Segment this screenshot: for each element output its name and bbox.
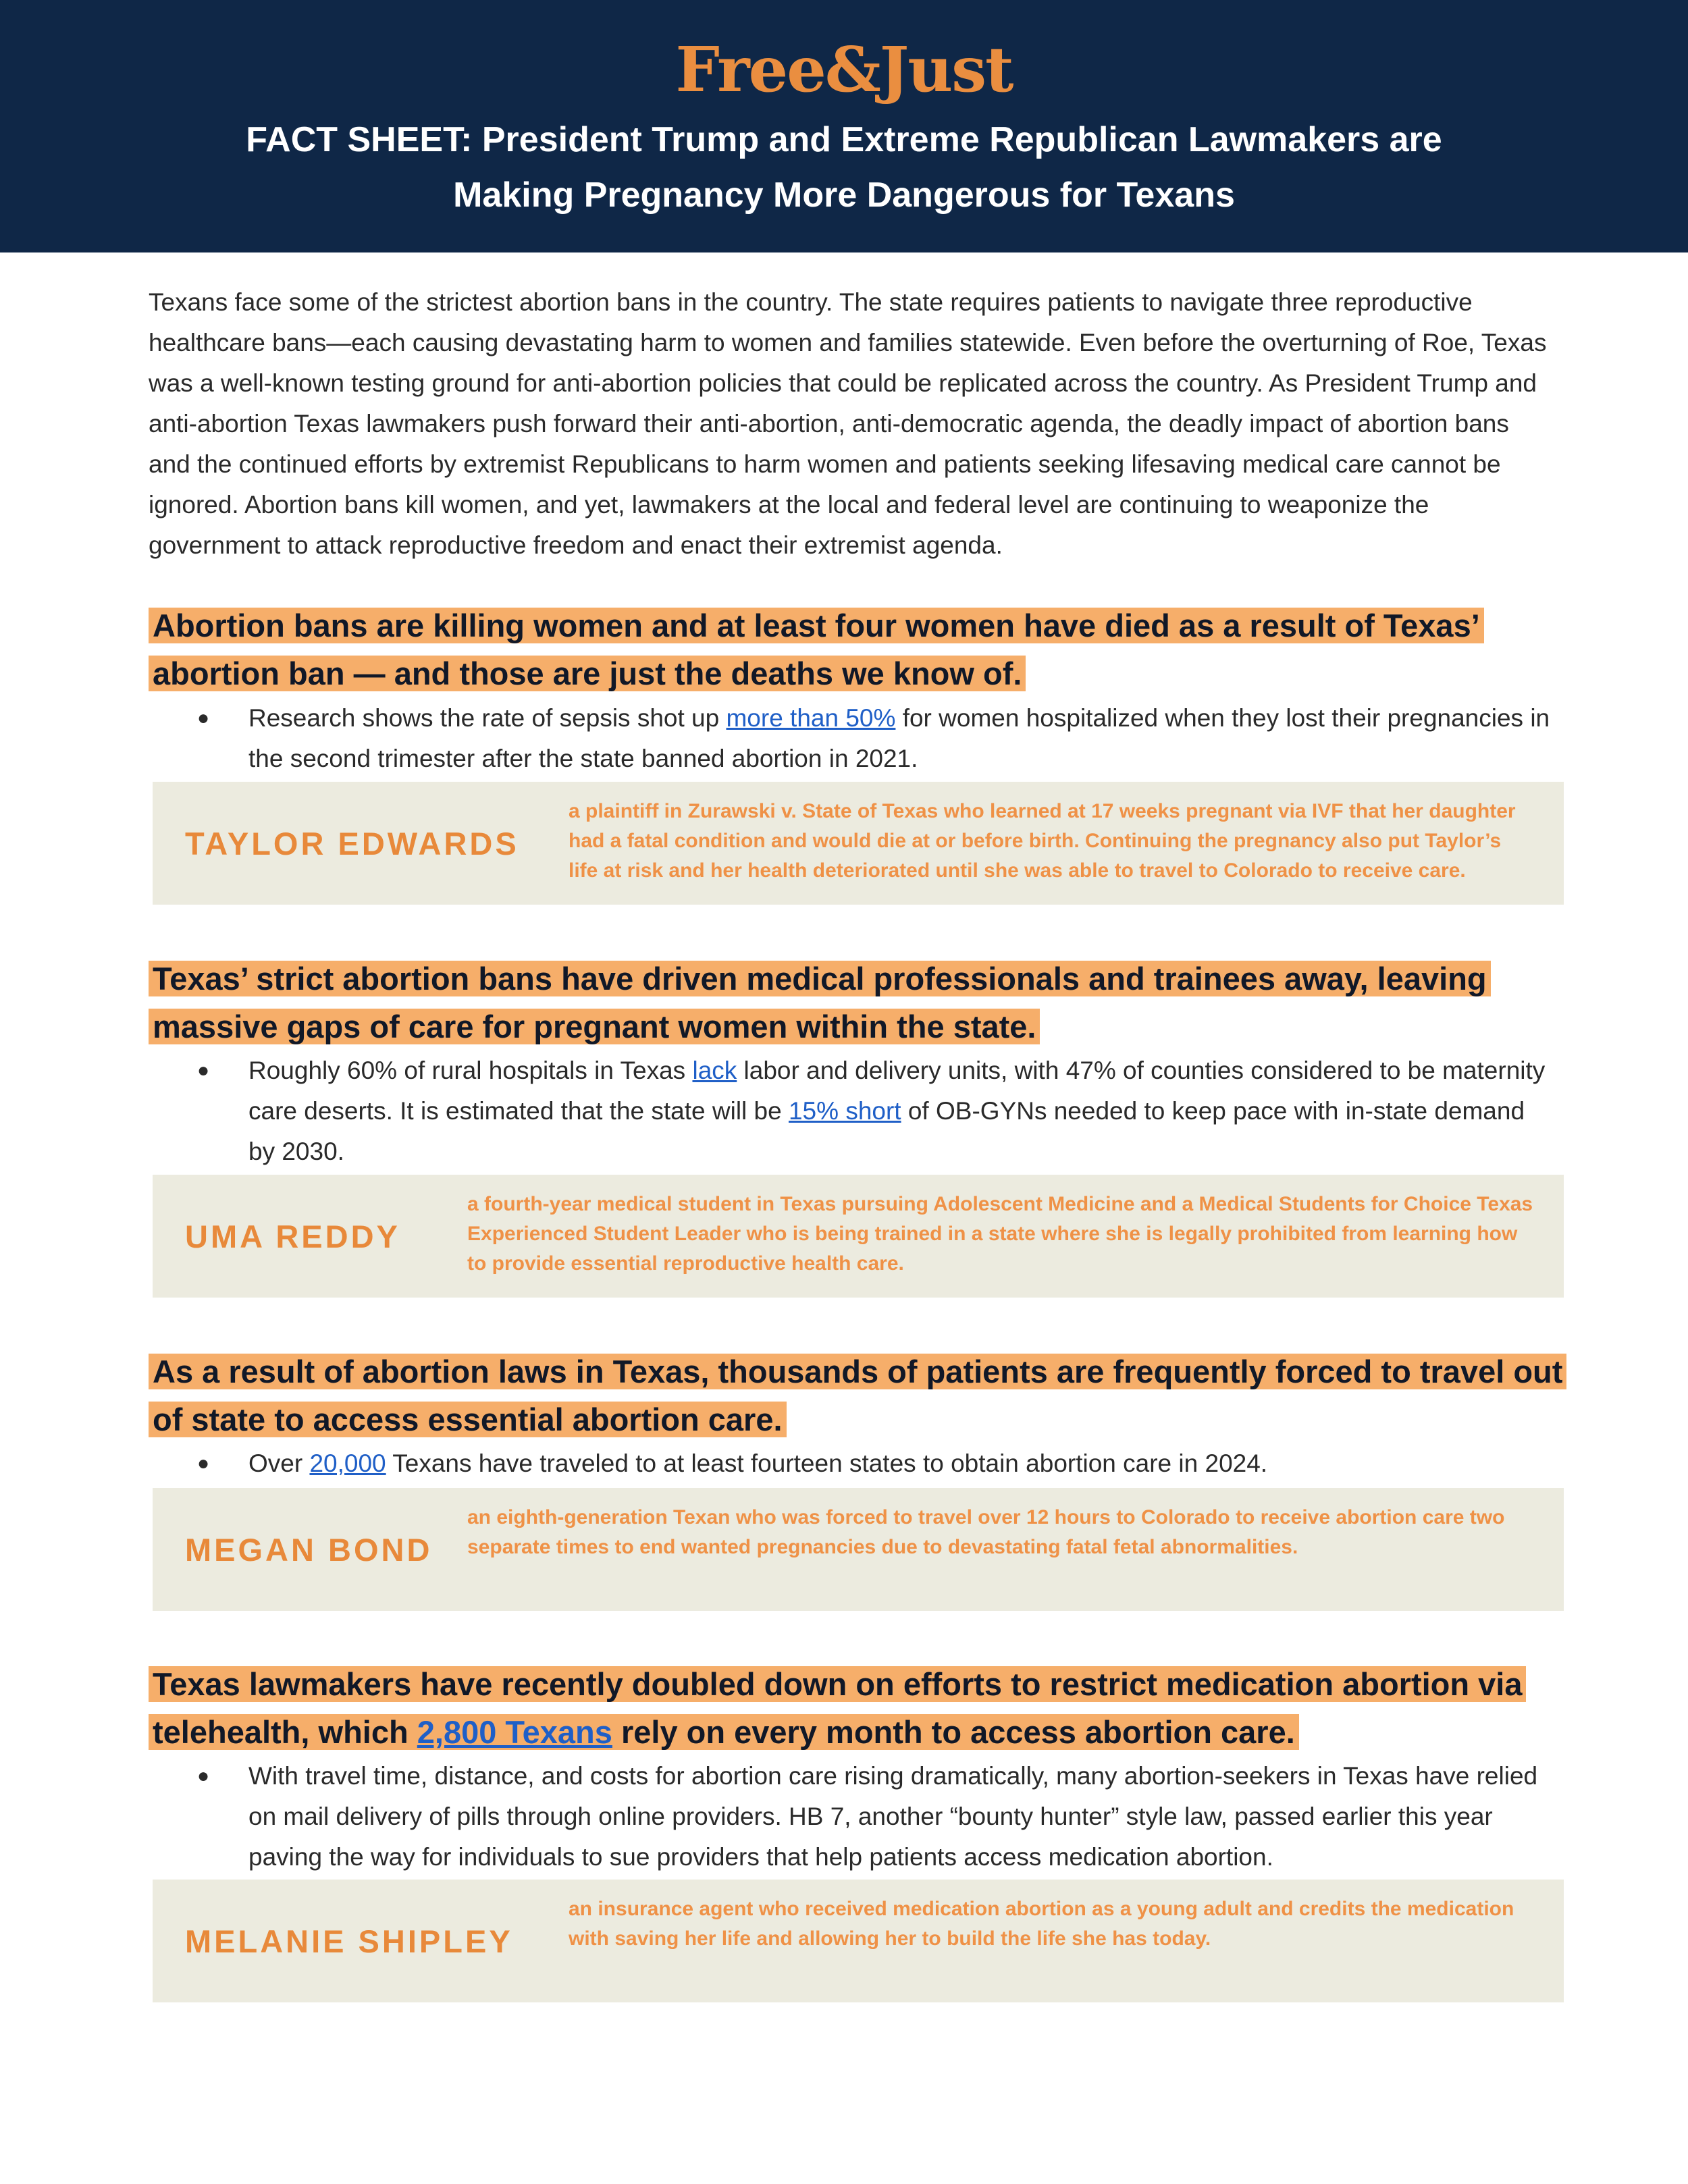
section-4-bullet: ● With travel time, distance, and costs for abortion care rising dramatically, many abortion-seekers in Texas have relied on mail delivery of pills through online providers. HB 7, another “bounty hunter” style law, passed earlier this year paving the way for individuals to sue providers that help patients access medication abortion. <box>149 1756 1553 1877</box>
more-than-50-link[interactable]: more than 50% <box>726 704 896 732</box>
section-1-heading <box>149 602 1580 697</box>
section-4-heading-text: Texas lawmakers have recently doubled down on efforts to restrict medication abortion via telehealth, which 2,800 Texans rely on every month to access abortion care. <box>149 1666 1526 1750</box>
intro-paragraph: Texans face some of the strictest abortion bans in the country. The state requires patients to navigate three reproductive healthcare bans—each causing devastating harm to women and families statewide. Even before the overturning of Roe, Texas was a well-known testing ground for anti-abortion policies that could be replicated across the country. As President Trump and anti-abortion Texas lawmakers push forward their anti-abortion, anti-democratic agenda, the deadly impact of abortion bans and the continued efforts by extremist Republicans to harm women and patients seeking lifesaving medical care cannot be ignored. Abortion bans kill women, and yet, lawmakers at the local and federal level are continuing to weaponize the government to attack reproductive freedom and enact their extremist agenda. <box>149 288 1547 559</box>
testimonial-name: MEGAN BOND <box>185 1531 433 1568</box>
testimonial-name: UMA REDDY <box>185 1218 400 1254</box>
bullet-dot-icon: ● <box>197 1765 210 1787</box>
section-3-heading-text: As a result of abortion laws in Texas, thousands of patients are frequently forced to travel out of state to access essential abortion care. <box>149 1354 1566 1437</box>
testimonial-description: a plaintiff in Zurawski v. State of Texas who learned at 17 weeks pregnant via IVF that her daughter had a fatal condition and would die at or before birth. Continuing the pregnancy also put Taylor’s life at risk and her health deteriorated until she was able to travel to Colorado to receive care. <box>569 800 1516 882</box>
section-3-bullet: ● Over 20,000 Texans have traveled to at least fourteen states to obtain abortion care in 2024. <box>149 1443 1553 1484</box>
section-3-heading <box>149 1348 1580 1443</box>
2800-texans-link[interactable]: 2,800 Texans <box>417 1714 612 1750</box>
page-title-line-2: Making Pregnancy More Dangerous for Texans <box>453 176 1235 215</box>
page-title-line-1: FACT SHEET: President Trump and Extreme Republican Lawmakers are <box>246 120 1442 159</box>
section-2-bullet: ● Roughly 60% of rural hospitals in Texas lack labor and delivery units, with 47% of counties considered to be maternity care deserts. It is estimated that the state will be 15% short of OB-GYNs needed to keep pace with in-state demand by 2030. <box>149 1050 1553 1172</box>
testimonial-card-megan-bond <box>153 1488 1564 1611</box>
section-2-heading-text: Texas’ strict abortion bans have driven medical professionals and trainees away, leaving massive gaps of care for pregnant women within the state. <box>149 961 1491 1044</box>
testimonial-name: MELANIE SHIPLEY <box>185 1923 513 1959</box>
free-and-just-logo: Free&Just <box>675 33 1013 106</box>
page-title <box>135 112 1553 223</box>
bullet-dot-icon: ● <box>197 1452 210 1474</box>
section-2-bullets <box>149 1050 1553 1172</box>
section-4-bullets <box>149 1756 1553 1877</box>
testimonial-description: an insurance agent who received medication abortion as a young adult and credits the medication with saving her life and allowing her to build the life she has today. <box>569 1898 1514 1950</box>
header-banner <box>0 0 1688 252</box>
20000-link[interactable]: 20,000 <box>309 1449 386 1477</box>
section-1-bullet: ● Research shows the rate of sepsis shot up more than 50% for women hospitalized when they lost their pregnancies in the second trimester after the state banned abortion in 2021. <box>149 698 1553 779</box>
testimonial-card-uma-reddy <box>153 1175 1564 1298</box>
lack-link[interactable]: lack <box>692 1057 737 1084</box>
section-2-heading <box>149 955 1580 1050</box>
bullet-dot-icon: ● <box>197 707 210 729</box>
section-1-heading-text: Abortion bans are killing women and at least four women have died as a result of Texas’ abortion ban — and those are just the deaths we know of. <box>149 608 1484 691</box>
testimonial-description: an eighth-generation Texan who was forced to travel over 12 hours to Colorado to receive abortion care two separate times to end wanted pregnancies due to devastating fatal fetal abnormalities. <box>467 1506 1505 1558</box>
15-percent-short-link[interactable]: 15% short <box>788 1097 901 1125</box>
bullet-dot-icon: ● <box>197 1059 210 1082</box>
testimonial-card-melanie-shipley <box>153 1880 1564 2002</box>
testimonial-name: TAYLOR EDWARDS <box>185 825 519 861</box>
section-1-bullets <box>149 698 1553 779</box>
testimonial-description: a fourth-year medical student in Texas pursuing Adolescent Medicine and a Medical Students for Choice Texas Experienced Student Leader who is being trained in a state where she is legally prohibited from learning how to provide essential reproductive health care. <box>467 1193 1533 1275</box>
testimonial-card-taylor-edwards <box>153 782 1564 905</box>
section-4-heading <box>149 1660 1580 1756</box>
section-3-bullets <box>149 1443 1553 1484</box>
